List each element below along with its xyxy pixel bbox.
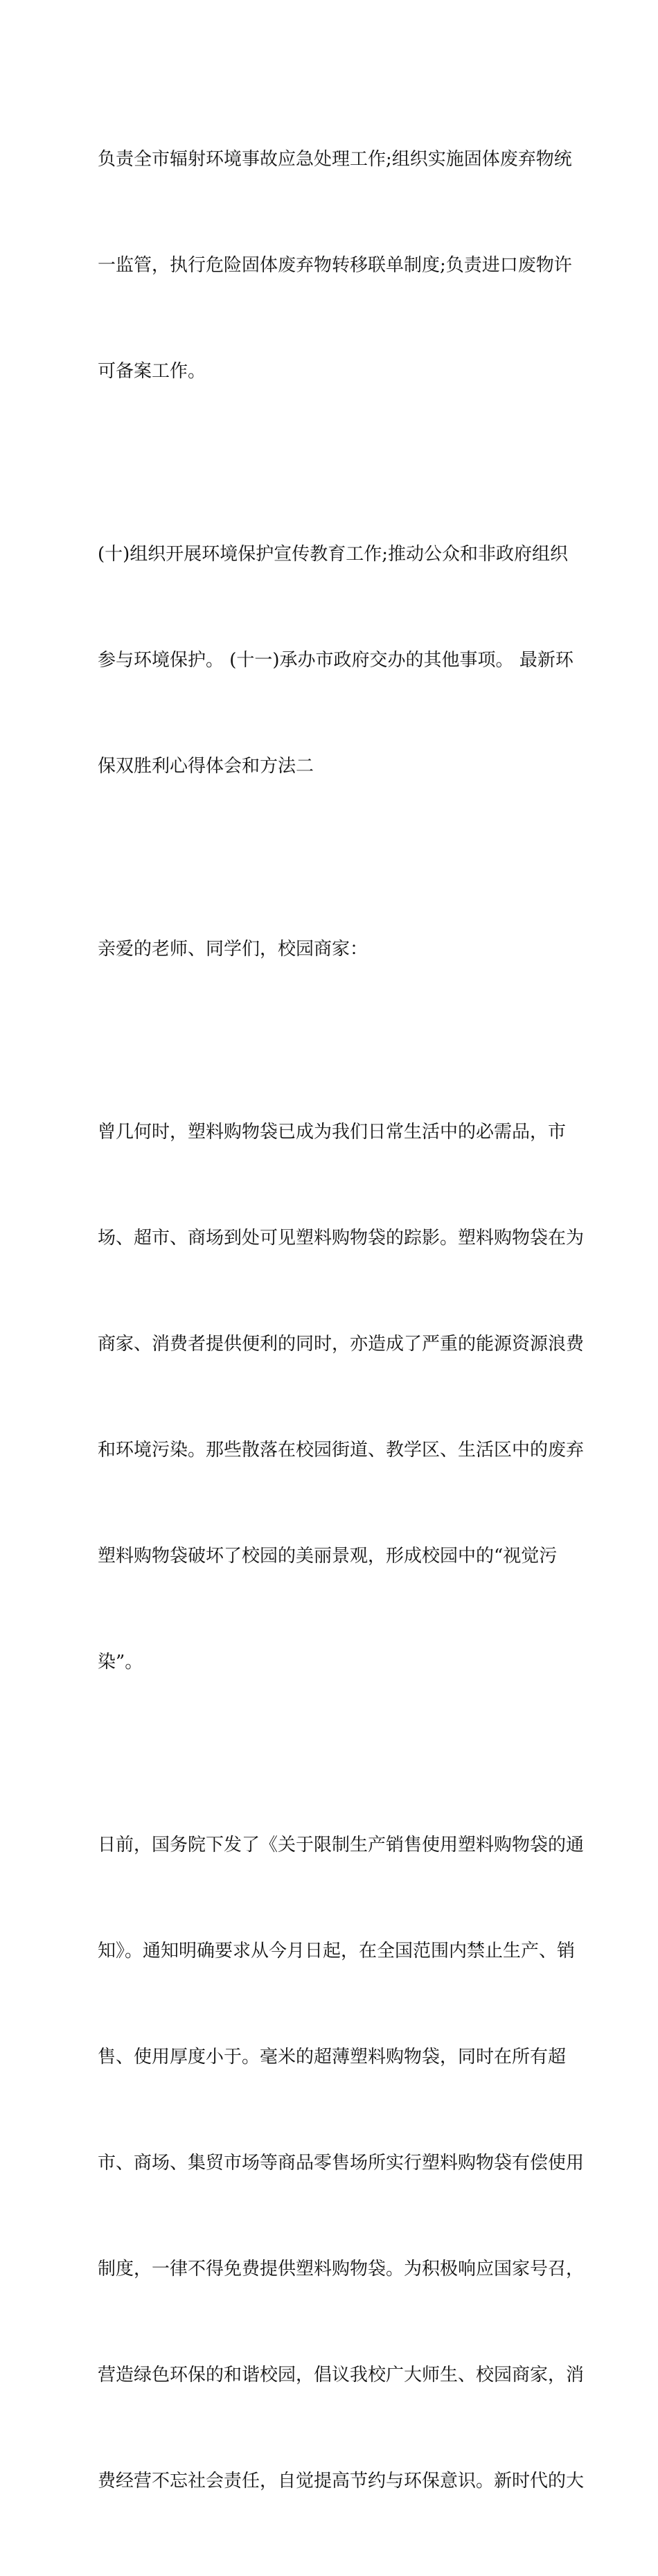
text-line: 场、超市、商场到处可见塑料购物袋的踪影。塑料购物袋在为: [98, 1228, 585, 1249]
text-line: 商家、消费者提供便利的同时，亦造成了严重的能源资源浪费: [98, 1334, 585, 1355]
text-line: 售、使用厚度小于。毫米的超薄塑料购物袋，同时在所有超: [98, 2047, 567, 2067]
text-line: 一监管，执行危险固体废弃物转移联单制度;负责进口废物许: [98, 255, 572, 276]
text-line: 塑料购物袋破坏了校园的美丽景观，形成校园中的“视觉污: [98, 1546, 558, 1567]
paragraph-responsibilities-continued: [98, 71, 572, 460]
text-line: 制度，一律不得免费提供塑料购物袋。为积极响应国家号召，: [98, 2259, 585, 2279]
text-line: (十)组织开展环境保护宣传教育工作;推动公众和非政府组织: [98, 544, 569, 565]
text-line: 市、商场、集贸市场等商品零售场所实行塑料购物袋有偿使用: [98, 2153, 585, 2173]
paragraph-state-council-notice: [98, 1757, 585, 2570]
paragraph-plastic-bags-intro: [98, 1044, 585, 1751]
paragraph-salutation: [98, 861, 569, 1038]
text-line: 参与环境保护。 (十一)承办市政府交办的其他事项。 最新环: [98, 650, 573, 671]
text-line: 曾几何时，塑料购物袋已成为我们日常生活中的必需品，市: [98, 1122, 567, 1143]
paragraph-item-ten-eleven: [98, 466, 573, 855]
document-body: [98, 71, 585, 2576]
text-line: 染”。: [98, 1652, 143, 1673]
text-line: 可备案工作。: [98, 361, 206, 382]
text-line: 保双胜利心得体会和方法二: [98, 756, 314, 777]
text-line: 亲爱的老师、同学们，校园商家：: [98, 939, 368, 960]
text-line: 日前，国务院下发了《关于限制生产销售使用塑料购物袋的通: [98, 1835, 585, 1855]
text-line: 费经营不忘社会责任，自觉提高节约与环保意识。新时代的大: [98, 2471, 585, 2491]
text-line: 和环境污染。那些散落在校园街道、教学区、生活区中的废弃: [98, 1440, 585, 1461]
text-line: 营造绿色环保的和谐校园，倡议我校广大师生、校园商家，消: [98, 2365, 585, 2385]
text-line: 负责全市辐射环境事故应急处理工作;组织实施固体废弃物统: [98, 149, 572, 170]
text-line: 知》。通知明确要求从今月日起，在全国范围内禁止生产、销: [98, 1941, 576, 1961]
